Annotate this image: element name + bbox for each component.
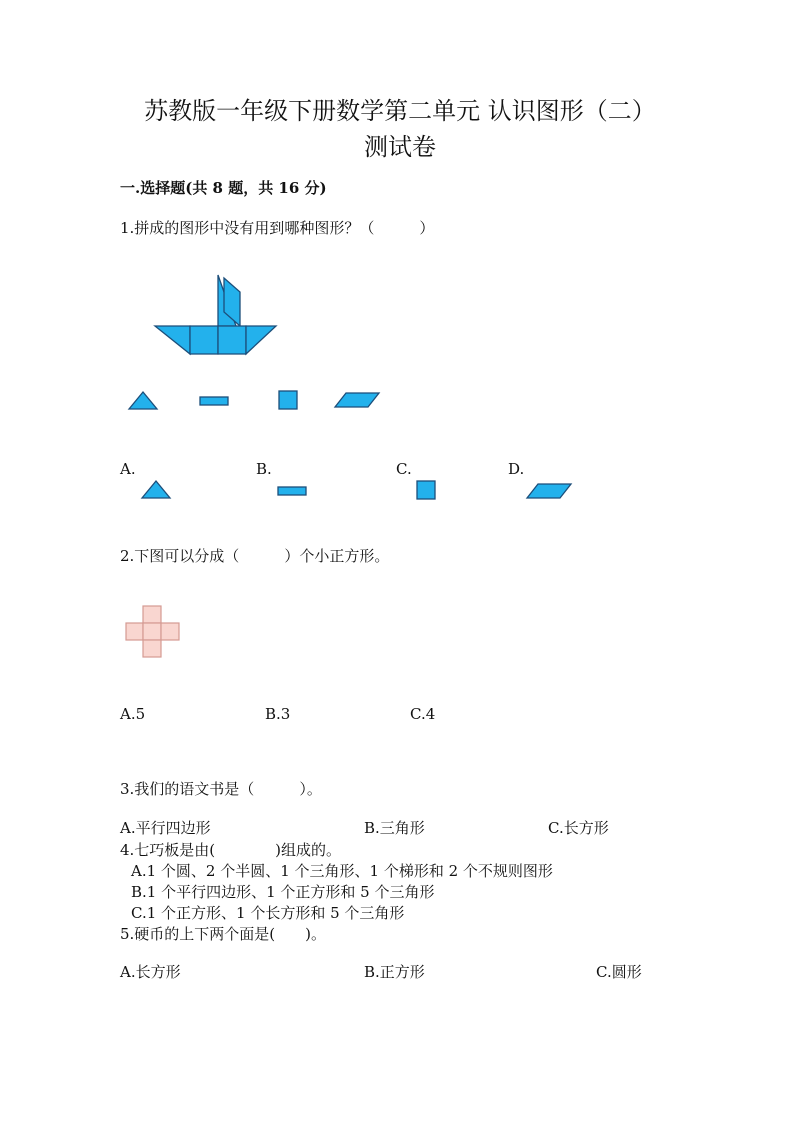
q3-option-b[interactable]: B.三角形: [364, 819, 425, 837]
page-title: 苏教版一年级下册数学第二单元 认识图形（二）: [144, 97, 656, 125]
tangram-boat-figure: [150, 270, 280, 360]
small-rectangle-shape: [199, 396, 229, 406]
q3-option-a[interactable]: A.平行四边形: [120, 819, 211, 837]
option-b-rectangle-shape: [277, 486, 307, 496]
option-d-parallelogram-shape: [526, 483, 572, 499]
question-4-stem: 4.七巧板是由( )组成的。: [120, 841, 342, 859]
boat-hull-right: [246, 326, 276, 354]
q5-option-c[interactable]: C.圆形: [596, 963, 642, 981]
q5-option-b[interactable]: B.正方形: [364, 963, 425, 981]
boat-hull-square-2: [218, 326, 246, 354]
q1-option-a[interactable]: A.: [120, 460, 136, 478]
cross-of-squares-figure: [125, 605, 181, 659]
q1-option-b[interactable]: B.: [256, 460, 272, 478]
small-square-shape: [278, 390, 298, 410]
q2-option-c[interactable]: C.4: [410, 705, 436, 723]
question-3-stem: 3.我们的语文书是（ ）。: [120, 780, 322, 798]
q4-option-a[interactable]: A.1 个圆、2 个半圆、1 个三角形、1 个梯形和 2 个不规则图形: [131, 862, 553, 880]
q1-option-c[interactable]: C.: [396, 460, 412, 478]
question-5-stem: 5.硬币的上下两个面是( )。: [120, 925, 327, 943]
q4-option-b[interactable]: B.1 个平行四边形、1 个正方形和 5 个三角形: [131, 883, 435, 901]
page-subtitle: 测试卷: [364, 133, 436, 161]
q1-option-d[interactable]: D.: [508, 460, 525, 478]
q2-option-b[interactable]: B.3: [265, 705, 291, 723]
question-1-stem: 1.拼成的图形中没有用到哪种图形？（ ）: [120, 219, 435, 237]
section-heading: 一.选择题(共 8 题，共 16 分): [120, 179, 327, 197]
q5-option-a[interactable]: A.长方形: [120, 963, 181, 981]
q3-option-c[interactable]: C.长方形: [548, 819, 609, 837]
option-c-square-shape: [416, 480, 436, 500]
q4-option-c[interactable]: C.1 个正方形、1 个长方形和 5 个三角形: [131, 904, 405, 922]
small-triangle-shape: [128, 390, 158, 410]
q2-option-a[interactable]: A.5: [120, 705, 146, 723]
question-2-stem: 2.下图可以分成（ ）个小正方形。: [120, 547, 390, 565]
boat-hull-left: [155, 326, 190, 354]
small-parallelogram-shape: [334, 392, 380, 408]
option-a-triangle-shape: [141, 479, 171, 499]
boat-hull-square-1: [190, 326, 218, 354]
